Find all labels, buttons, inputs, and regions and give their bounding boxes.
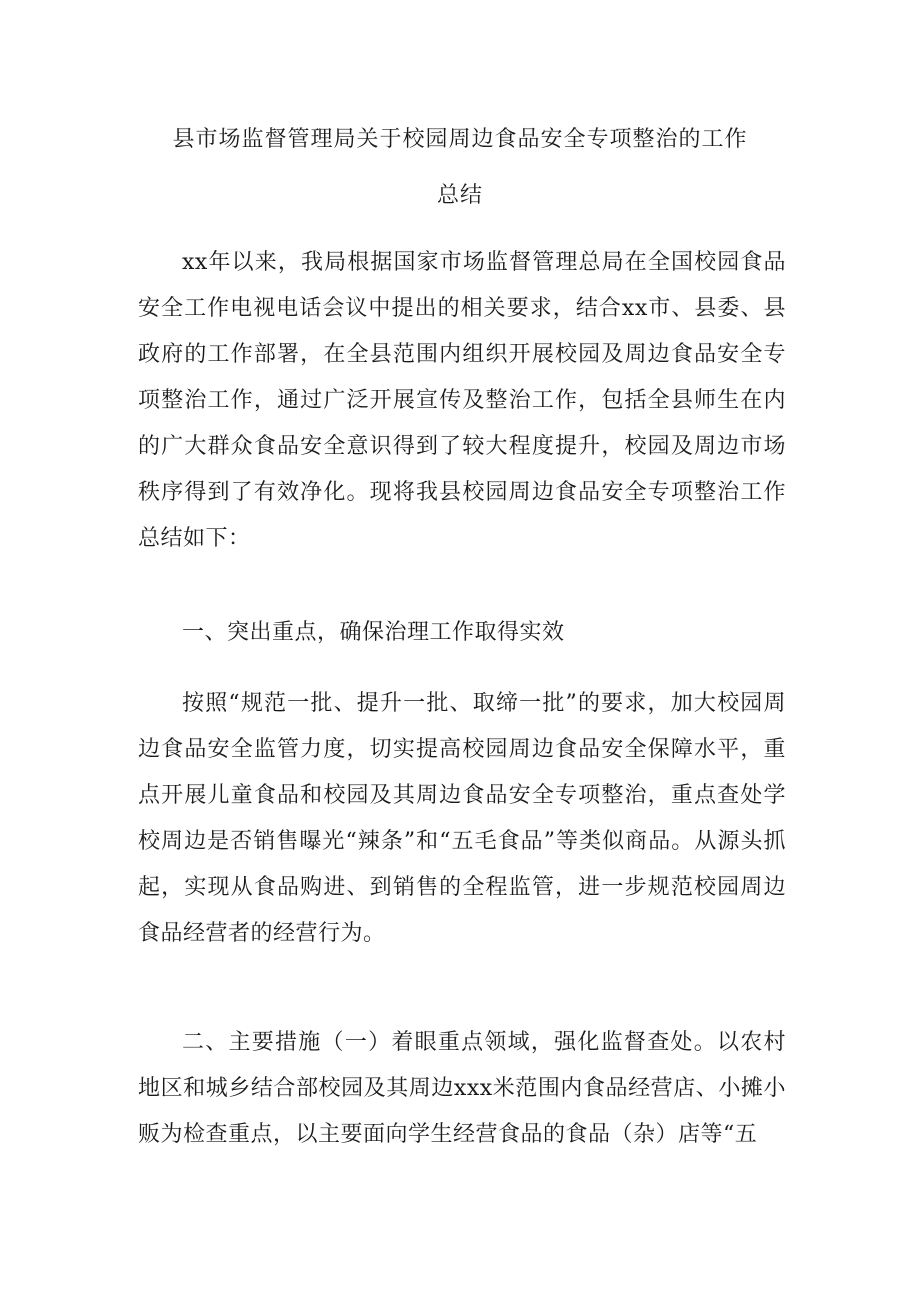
title-line-1: 县市场监督管理局关于校园周边食品安全专项整治的工作: [172, 127, 748, 152]
section-2-paragraph: 二、主要措施（一）着眼重点领域，强化监督查处。以农村地区和城乡结合部校园及其周边xxx米范围内食品经营店、小摊小贩为检查重点，以主要面向学生经营食品的食品（杂）店等“五: [138, 1030, 786, 1147]
section-heading-1: 一、突出重点，确保治理工作取得实效: [182, 620, 565, 645]
document-title: [0, 112, 920, 224]
intro-paragraph: xx年以来，我局根据国家市场监督管理总局在全国校园食品安全工作电视电话会议中提出的相关要求，结合xx市、县委、县政府的工作部署，在全县范围内组织开展校园及周边食品安全专项整治工作，通过广泛开展宣传及整治工作，包括全县师生在内的广大群众食品安全意识得到了较大程度提升，校园及周边市场秩序得到了有效净化。现将我县校园周边食品安全专项整治工作总结如下：: [138, 250, 786, 551]
title-line-2: 总结: [436, 183, 483, 208]
section-1-paragraph: 按照“规范一批、提升一批、取缔一批”的要求，加大校园周边食品安全监管力度，切实提高校园周边食品安全保障水平，重点开展儿童食品和校园及其周边食品安全专项整治，重点查处学校周边是否销售曝光“辣条”和“五毛食品”等类似商品。从源头抓起，实现从食品购进、到销售的全程监管，进一步规范校园周边食品经营者的经营行为。: [138, 691, 786, 946]
